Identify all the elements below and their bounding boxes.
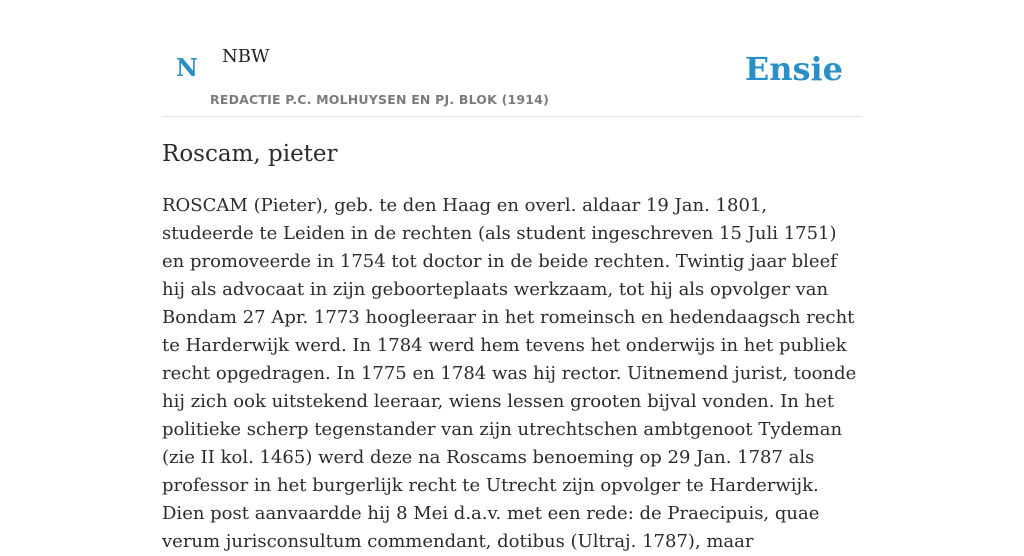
source-subtitle: REDACTIE P.C. MOLHUYSEN EN PJ. BLOK (1914) xyxy=(210,92,549,107)
source-name[interactable]: NBW xyxy=(222,46,270,67)
ensie-logo[interactable]: Ensie xyxy=(744,50,843,88)
source-logo[interactable]: N xyxy=(176,53,198,82)
site-header xyxy=(162,0,862,117)
article-body: ROSCAM (Pieter), geb. te den Haag en overl. aldaar 19 Jan. 1801, studeerde te Leiden in de rechten (als student ingeschreven 15 Juli 1751) en promoveerde in 1754 tot doctor in de beide rechten. Twintig jaar bleef hij als advocaat in zijn geboorteplaats werkzaam, tot hij als opvolger van Bondam 27 Apr. 1773 hoogleeraar in het romeinsch en hedendaagsch recht te Harderwijk werd. In 1784 werd hem tevens het onderwijs in het publiek recht opgedragen. In 1775 en 1784 was hij rector. Uitnemend jurist, toonde hij zich ook uitstekend leeraar, wiens lessen grooten bijval vonden. In het politieke scherp tegenstander van zijn utrechtschen ambtgenoot Tydeman (zie II kol. 1465) werd deze na Roscams benoeming op 29 Jan. 1787 als professor in het burgerlijk recht te Utrecht zijn opvolger te Harderwijk. Dien post aanvaardde hij 8 Mei d.a.v. met een rede: de Praecipuis, quae verum jurisconsultum commendant, dotibus (Ultraj. 1787), maar xyxy=(162,195,857,552)
article-title: Roscam, pieter xyxy=(162,141,338,167)
